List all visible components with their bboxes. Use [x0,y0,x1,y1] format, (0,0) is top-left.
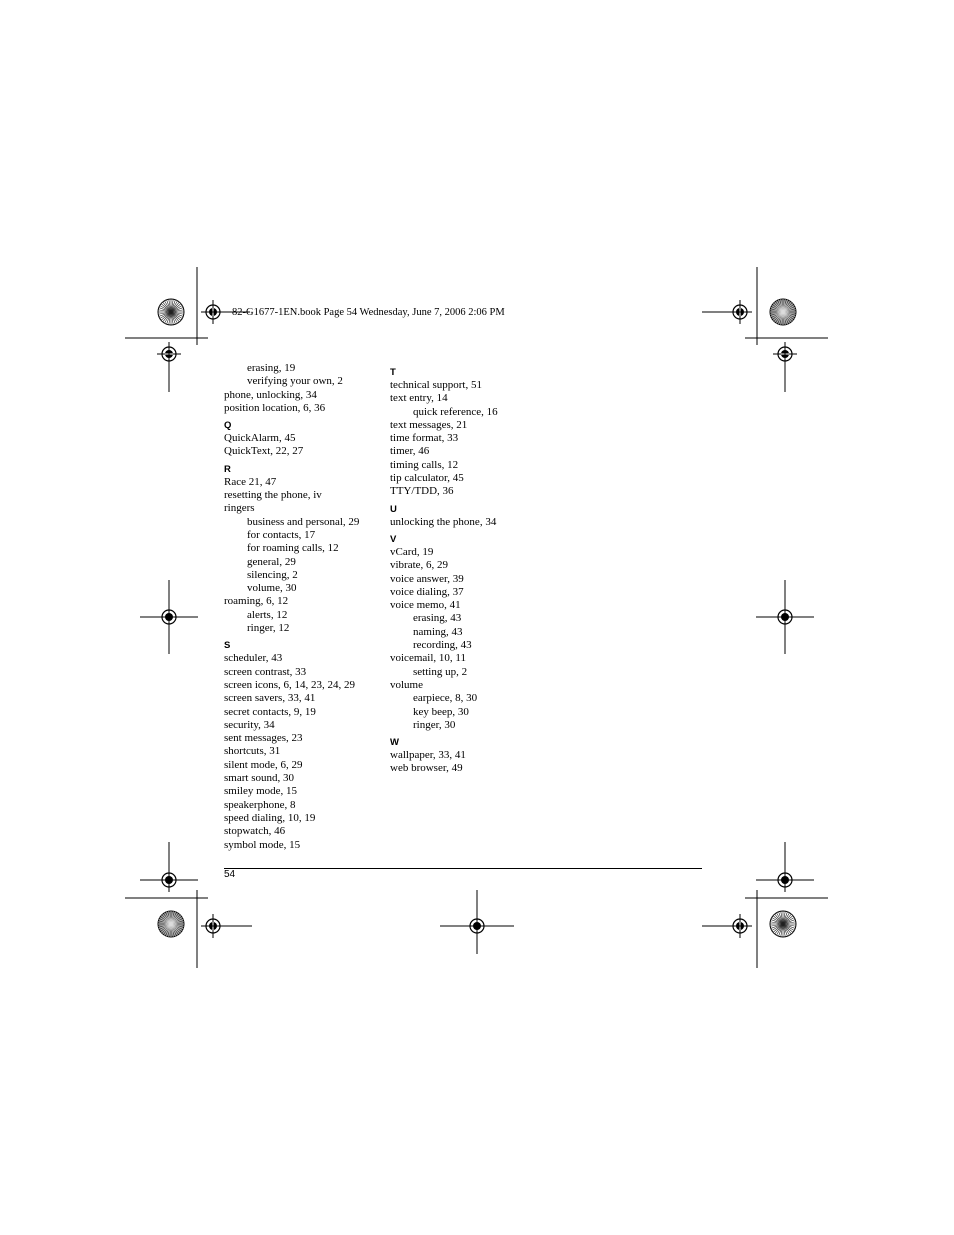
index-entry: smart sound, 30 [224,772,294,785]
index-section-letter: Q [224,420,232,432]
index-entry: shortcuts, 31 [224,745,281,758]
index-entry: vCard, 19 [390,545,434,558]
index-subentry: for roaming calls, 12 [247,542,339,555]
index-section-letter: S [224,640,231,652]
index-entry: time format, 33 [390,432,459,445]
index-entry: web browser, 49 [390,762,463,775]
index-entry: text messages, 21 [390,418,468,431]
index-entry: vibrate, 6, 29 [390,559,449,572]
index-entry: screen icons, 6, 14, 23, 24, 29 [224,678,356,691]
index-entry: screen savers, 33, 41 [224,692,316,705]
index-section-letter: R [224,463,231,475]
index-entry: resetting the phone, iv [224,489,322,502]
index-subentry: volume, 30 [247,582,297,595]
index-entry: voice memo, 41 [390,599,461,612]
starburst-target-icon [158,299,184,325]
index-entry: TTY/TDD, 36 [390,485,454,498]
index-subentry: ringer, 12 [247,622,290,635]
index-entry: scheduler, 43 [224,652,283,665]
index-subentry: alerts, 12 [247,608,288,621]
starburst-target-icon [770,299,796,325]
index-entry: screen contrast, 33 [224,665,307,678]
index-entry: speed dialing, 10, 19 [224,811,316,824]
index-column-right [390,362,590,776]
index-entry: silent mode, 6, 29 [224,758,303,771]
index-section-letter: V [390,533,397,545]
index-entry: Race 21, 47 [224,475,277,488]
index-subentry: earpiece, 8, 30 [413,692,478,705]
index-entry: smiley mode, 15 [224,785,298,798]
starburst-target-icon [770,911,796,937]
index-entry: roaming, 6, 12 [224,595,289,608]
index-entry: timer, 46 [390,445,430,458]
print-header-line: 82-G1677-1EN.book Page 54 Wednesday, June 7, 2006 2:06 PM [232,307,505,318]
index-subentry: for contacts, 17 [247,528,316,541]
index-entry: symbol mode, 15 [224,838,301,851]
index-subentry: ringer, 30 [413,718,456,731]
index-entry: unlocking the phone, 34 [390,515,497,528]
index-entry: technical support, 51 [390,379,482,391]
index-entry: ringers [224,502,255,515]
starburst-target-icon [158,911,184,937]
index-entry: stopwatch, 46 [224,825,286,838]
index-subentry: key beep, 30 [413,705,469,718]
index-entry: volume [390,678,423,691]
index-entry: text entry, 14 [390,392,448,405]
index-entry: security, 34 [224,718,275,731]
index-section-letter: W [390,737,399,749]
index-entry: speakerphone, 8 [224,798,296,811]
index-entry: QuickAlarm, 45 [224,432,296,445]
index-entry: voice dialing, 37 [390,585,464,598]
page-number: 54 [224,869,236,880]
index-subentry: erasing, 19 [247,362,296,374]
index-section-letter: U [390,503,397,515]
index-subentry: silencing, 2 [247,568,298,581]
index-subentry: verifying your own, 2 [247,375,343,388]
index-entry: QuickText, 22, 27 [224,445,304,458]
index-subentry: naming, 43 [413,625,463,638]
index-entry: timing calls, 12 [390,458,459,471]
index-entry: position location, 6, 36 [224,401,326,414]
index-subentry: erasing, 43 [413,612,462,625]
footer-rule [224,868,702,869]
index-entry: secret contacts, 9, 19 [224,705,316,718]
index-entry: wallpaper, 33, 41 [390,749,466,762]
index-section-letter: T [390,367,396,378]
index-subentry: setting up, 2 [413,665,468,678]
index-subentry: recording, 43 [413,639,472,652]
index-subentry: business and personal, 29 [247,515,360,528]
index-subentry: quick reference, 16 [413,405,498,418]
index-entry: voicemail, 10, 11 [390,652,466,665]
index-entry: sent messages, 23 [224,732,303,745]
index-entry: voice answer, 39 [390,572,464,585]
index-entry: tip calculator, 45 [390,472,464,485]
index-entry: phone, unlocking, 34 [224,388,317,401]
index-subentry: general, 29 [247,555,296,568]
